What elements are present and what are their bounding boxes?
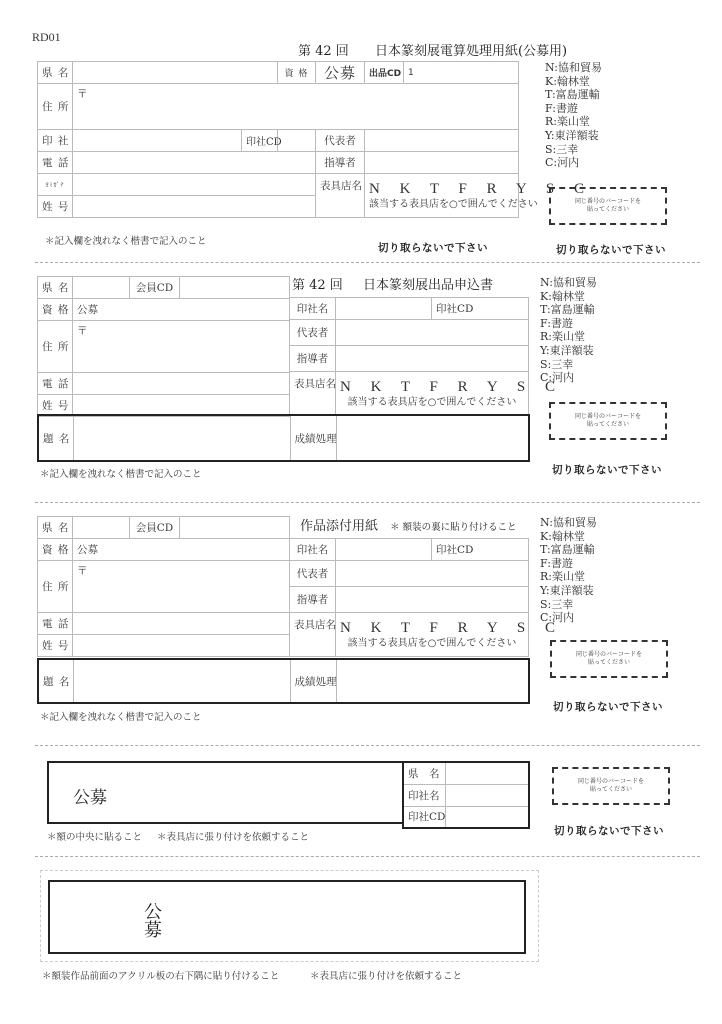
section3-title bbox=[300, 515, 517, 534]
section3-note: ＊記入欄を洩れなく楷書で記入のこと bbox=[40, 712, 202, 723]
phone-label: 電 話 bbox=[38, 613, 73, 635]
seal-company-cd-field[interactable] bbox=[278, 130, 316, 152]
framer-selector[interactable] bbox=[365, 174, 592, 218]
instructor-label: 指導者 bbox=[290, 346, 336, 372]
section3-title-note: ＊ 額装の裏に貼り付けること bbox=[390, 522, 517, 533]
section1-title bbox=[298, 40, 567, 59]
instructor-label: 指導者 bbox=[290, 587, 336, 613]
cut-line bbox=[35, 262, 700, 263]
section3-left-form bbox=[37, 516, 290, 657]
qualification-label: 資 格 bbox=[38, 539, 73, 561]
seal-company-name-label: 印社名 bbox=[290, 539, 336, 561]
seal-company-name-field[interactable] bbox=[336, 539, 432, 561]
shop-code-item: Y:東洋額装 bbox=[540, 583, 594, 597]
section2-left-form bbox=[37, 276, 290, 417]
phone-field[interactable] bbox=[73, 373, 290, 395]
shop-code-item: N:協和貿易 bbox=[540, 276, 597, 289]
result-field[interactable] bbox=[336, 415, 529, 461]
barcode-placeholder[interactable] bbox=[549, 187, 667, 225]
section5-note-1: ＊額装作品前面のアクリル板の右下隅に貼り付けること bbox=[42, 971, 280, 982]
barcode-note-2: 貼ってください bbox=[586, 206, 629, 213]
barcode-note-2: 貼ってください bbox=[589, 786, 632, 793]
shop-code-item: T:富島運輸 bbox=[540, 303, 595, 317]
name-label: 姓 号 bbox=[38, 635, 73, 657]
result-label: 成績処理 bbox=[290, 415, 336, 461]
section5-note-2: ＊表具店に張り付けを依頼すること bbox=[310, 971, 463, 982]
barcode-placeholder[interactable] bbox=[552, 767, 670, 805]
section2-title-form bbox=[37, 414, 530, 462]
section1-title-main: 日本篆刻展電算処理用紙(公募用) bbox=[374, 44, 568, 59]
qualification-value: 公募 bbox=[316, 62, 365, 84]
representative-field[interactable] bbox=[336, 320, 529, 346]
shop-code-item: F:書遊 bbox=[545, 101, 578, 115]
shop-code-item: R:楽山堂 bbox=[540, 330, 585, 344]
cut-line bbox=[35, 745, 700, 746]
section2-shop-list bbox=[540, 276, 597, 385]
section2-cut-note: 切り取らないで下さい bbox=[552, 464, 662, 476]
prefecture-field[interactable] bbox=[73, 517, 130, 539]
qualification-label: 資 格 bbox=[278, 62, 316, 84]
address-label: 住 所 bbox=[38, 321, 73, 373]
section4-note bbox=[47, 829, 309, 843]
phone-label: 電 話 bbox=[38, 152, 73, 174]
work-title-label: 題 名 bbox=[38, 659, 73, 703]
framer-letters: N K T F R Y S C bbox=[340, 378, 563, 395]
qualification-value: 公募 bbox=[73, 299, 290, 321]
seal-company-name-field[interactable] bbox=[336, 298, 432, 320]
phone-field[interactable] bbox=[73, 613, 290, 635]
prefecture-label: 県 名 bbox=[38, 517, 73, 539]
representative-field[interactable] bbox=[365, 130, 519, 152]
shop-code-item: S:三幸 bbox=[540, 357, 574, 371]
section1-round: 第 42 回 bbox=[298, 44, 349, 59]
name-label: 姓 号 bbox=[38, 395, 73, 417]
framer-label: 表具店名 bbox=[290, 613, 336, 657]
member-cd-field[interactable] bbox=[180, 277, 290, 299]
barcode-note-1: 同じ番号のバーコードを bbox=[575, 651, 642, 658]
result-label: 成績処理 bbox=[290, 659, 336, 703]
member-cd-label: 会員CD bbox=[130, 517, 180, 539]
section4-label-box bbox=[47, 761, 402, 824]
seal-company-cd-label: 印社CD bbox=[432, 298, 529, 320]
section3-title-main: 作品添付用紙 bbox=[300, 519, 379, 534]
barcode-note-2: 貼ってください bbox=[587, 659, 630, 666]
seal-company-name-label: 印社名 bbox=[290, 298, 336, 320]
section1-note: ＊記入欄を洩れなく楷書で記入のこと bbox=[45, 236, 207, 247]
result-field[interactable] bbox=[336, 659, 529, 703]
postal-mark: 〒 bbox=[77, 325, 88, 337]
address-field[interactable] bbox=[73, 561, 290, 613]
instructor-field[interactable] bbox=[336, 587, 529, 613]
representative-label: 代表者 bbox=[316, 130, 365, 152]
shop-code-item: R:楽山堂 bbox=[545, 115, 590, 129]
instructor-label: 指導者 bbox=[316, 152, 365, 174]
furigana-label: ﾖﾐｶﾞﾅ bbox=[38, 174, 73, 196]
shop-code-item: C:河内 bbox=[540, 611, 575, 625]
section3-shop-list bbox=[540, 516, 597, 625]
section3-title-form bbox=[37, 658, 530, 704]
member-cd-label: 会員CD bbox=[130, 277, 180, 299]
prefecture-label: 県 名 bbox=[403, 762, 445, 784]
framer-letters: N K T F R Y S C bbox=[369, 180, 592, 197]
name-field[interactable] bbox=[73, 196, 316, 218]
instructor-field[interactable] bbox=[365, 152, 519, 174]
section1-cut-note: 切り取らないで下さい bbox=[378, 242, 488, 254]
barcode-note-1: 同じ番号のバーコードを bbox=[574, 198, 641, 205]
section2-title bbox=[292, 274, 493, 293]
seal-company-cd-label: 印社CD bbox=[403, 806, 445, 828]
framer-note: 該当する表具店を○で囲んでください bbox=[347, 396, 517, 408]
address-label: 住 所 bbox=[38, 561, 73, 613]
seal-company-cd-label: 印社CD bbox=[242, 130, 278, 152]
shop-code-item: N:協和貿易 bbox=[540, 516, 597, 529]
seal-company-name-label: 印社名 bbox=[403, 784, 445, 806]
section4-note-2: ＊表具店に張り付けを依頼すること bbox=[157, 832, 310, 843]
seal-company-cd-label: 印社CD bbox=[432, 539, 529, 561]
name-field[interactable] bbox=[73, 635, 290, 657]
representative-label: 代表者 bbox=[290, 320, 336, 346]
furigana-field[interactable] bbox=[73, 174, 316, 196]
framer-note: 該当する表具店を○で囲んでください bbox=[347, 637, 517, 649]
entry-cd-value: 1 bbox=[404, 62, 519, 84]
postal-mark: 〒 bbox=[77, 88, 88, 100]
barcode-note-1: 同じ番号のバーコードを bbox=[574, 413, 641, 420]
shop-code-item: Y:東洋額装 bbox=[545, 128, 599, 142]
section2-round: 第 42 回 bbox=[292, 278, 343, 293]
phone-label: 電 話 bbox=[38, 373, 73, 395]
shop-code-item: T:富島運輸 bbox=[545, 88, 600, 102]
prefecture-label: 県 名 bbox=[38, 277, 73, 299]
barcode-placeholder[interactable] bbox=[550, 640, 668, 678]
representative-field[interactable] bbox=[336, 561, 529, 587]
barcode-note-2: 貼ってください bbox=[586, 421, 629, 428]
cut-line bbox=[35, 856, 700, 857]
framer-label: 表具店名 bbox=[290, 372, 336, 416]
framer-label: 表具店名 bbox=[316, 174, 365, 218]
phone-field[interactable] bbox=[73, 152, 316, 174]
shop-code-item: K:翰林堂 bbox=[545, 74, 590, 88]
entry-cd-label: 出品CD bbox=[365, 62, 404, 84]
seal-company-field[interactable] bbox=[73, 130, 242, 152]
prefecture-label: 県 名 bbox=[38, 62, 73, 84]
section2-title-main: 日本篆刻展出品申込書 bbox=[362, 278, 493, 293]
member-cd-field[interactable] bbox=[180, 517, 290, 539]
shop-code-item: C:河内 bbox=[540, 371, 575, 385]
seal-company-name-field[interactable] bbox=[445, 784, 529, 806]
barcode-note-1: 同じ番号のバーコードを bbox=[577, 778, 644, 785]
framer-note: 該当する表具店を○で囲んでください bbox=[369, 198, 538, 210]
address-field[interactable] bbox=[73, 84, 519, 130]
section5-label-value: 公募 bbox=[141, 902, 162, 938]
work-title-label: 題 名 bbox=[38, 415, 73, 461]
shop-code-item: R:楽山堂 bbox=[540, 570, 585, 584]
section1-cut-note-right: 切り取らないで下さい bbox=[556, 244, 666, 256]
prefecture-field[interactable] bbox=[73, 62, 278, 84]
section4-cut-note: 切り取らないで下さい bbox=[554, 825, 664, 837]
work-title-field[interactable] bbox=[73, 659, 290, 703]
shop-code-item: K:翰林堂 bbox=[540, 289, 585, 303]
section4-note-1: ＊額の中央に貼ること bbox=[47, 832, 143, 843]
shop-code-item: Y:東洋額装 bbox=[540, 343, 594, 357]
prefecture-field[interactable] bbox=[445, 762, 529, 784]
representative-label: 代表者 bbox=[290, 561, 336, 587]
section3-cut-note: 切り取らないで下さい bbox=[553, 701, 663, 713]
postal-mark: 〒 bbox=[77, 565, 88, 577]
address-label: 住 所 bbox=[38, 84, 73, 130]
barcode-placeholder[interactable] bbox=[549, 402, 667, 440]
section4-label-value: 公募 bbox=[73, 788, 107, 808]
shop-code-item: S:三幸 bbox=[540, 597, 574, 611]
work-title-field[interactable] bbox=[73, 415, 290, 461]
qualification-label: 資 格 bbox=[38, 299, 73, 321]
seal-company-label: 印 社 bbox=[38, 130, 73, 152]
section4-info-form bbox=[402, 761, 530, 829]
section2-note: ＊記入欄を洩れなく楷書で記入のこと bbox=[40, 469, 202, 480]
prefecture-field[interactable] bbox=[73, 277, 130, 299]
section1-shop-list bbox=[545, 61, 602, 170]
instructor-field[interactable] bbox=[336, 346, 529, 372]
shop-code-item: F:書遊 bbox=[540, 556, 573, 570]
framer-letters: N K T F R Y S C bbox=[340, 619, 563, 636]
cut-line bbox=[35, 502, 700, 503]
name-label: 姓 号 bbox=[38, 196, 73, 218]
address-field[interactable] bbox=[73, 321, 290, 373]
shop-code-item: K:翰林堂 bbox=[540, 529, 585, 543]
page-code: RD01 bbox=[32, 30, 61, 44]
qualification-value: 公募 bbox=[73, 539, 290, 561]
shop-code-item: T:富島運輸 bbox=[540, 543, 595, 557]
shop-code-item: N:協和貿易 bbox=[545, 61, 602, 74]
section5-label-box bbox=[48, 880, 526, 954]
seal-company-cd-field[interactable] bbox=[445, 806, 529, 828]
shop-code-item: C:河内 bbox=[545, 156, 580, 170]
shop-code-item: S:三幸 bbox=[545, 142, 579, 156]
shop-code-item: F:書遊 bbox=[540, 316, 573, 330]
